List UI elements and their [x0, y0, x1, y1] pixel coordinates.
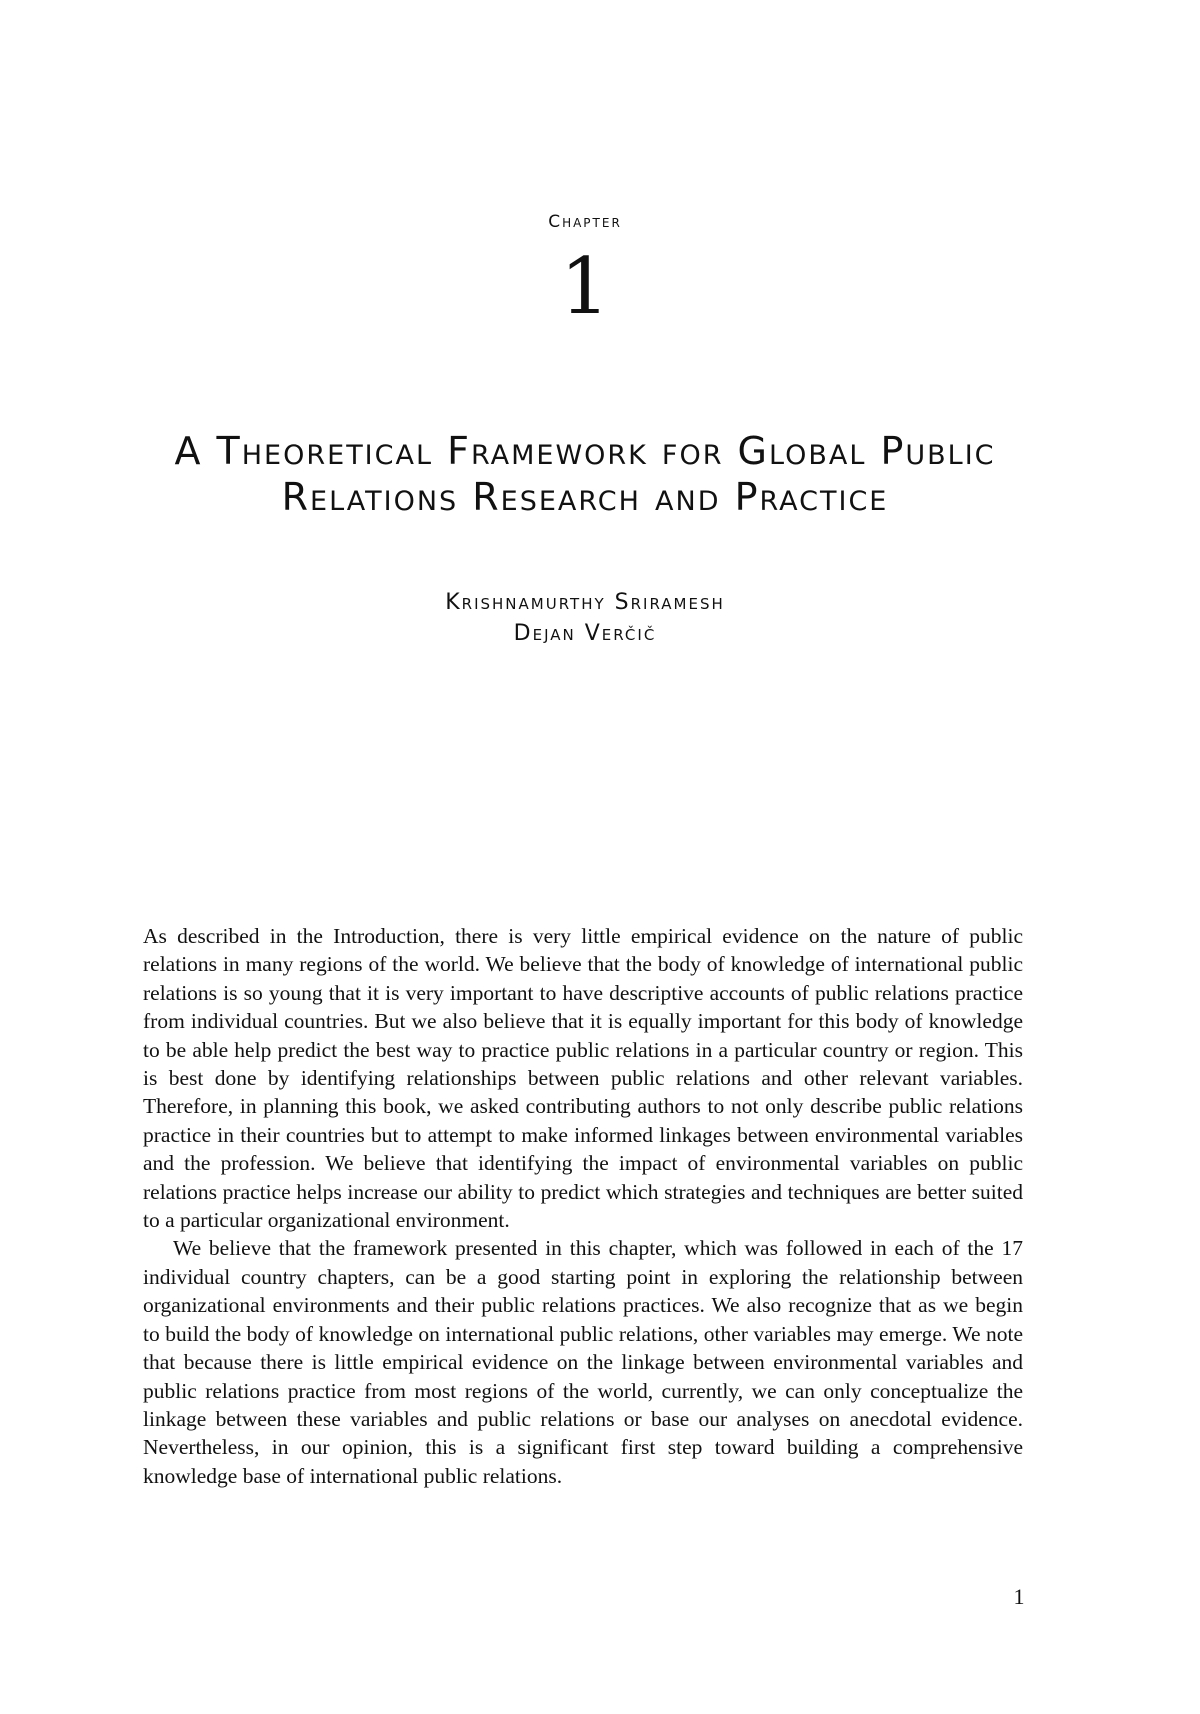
paragraph: We believe that the framework presented in this chapter, which was followed in each of the 17 individual country chapters, can be a good starting point in exploring the relationship between organizational environments and their public relations practices. We also recognize that as we begin to build the body of knowledge on international public relations, other variables may emerge. We note that because there is little empirical evidence on the linkage between environmental variables and public relations practice from most regions of the world, currently, we can only conceptualize the linkage between these variables and public relations or base our analyses on anecdotal evidence. Nevertheless, in our opinion, this is a significant first step toward building a comprehensive knowledge base of international public relations.: [143, 1236, 1023, 1488]
body-text: [143, 922, 1023, 1490]
chapter-title: A Theoretical Framework for Global Public Relations Research and Practice: [174, 429, 996, 519]
page-number: 1: [1013, 1584, 1025, 1609]
chapter-label: Chapter: [548, 212, 622, 232]
author-list: [0, 587, 1170, 649]
chapter-number: 1: [560, 242, 610, 332]
author-name: Dejan Verčič: [513, 621, 657, 646]
author-name: Krishnamurthy Sriramesh: [445, 590, 725, 615]
paragraph: As described in the Introduction, there is very little empirical evidence on the nature of public relations in many regions of the world. We believe that the body of knowledge of international public relations is so young that it is very important to have descriptive accounts of public relations practice from individual countries. But we also believe that it is equally important for this body of knowledge to be able help predict the best way to practice public relations in a particular country or region. This is best done by identifying relationships between public relations and other relevant variables. Therefore, in planning this book, we asked contributing authors to not only describe public relations practice in their countries but to attempt to make informed linkages between environmental variables and the profession. We believe that identifying the impact of environmental variables on public relations practice helps increase our ability to predict which strategies and techniques are better suited to a particular organizational environment.: [143, 924, 1023, 1233]
